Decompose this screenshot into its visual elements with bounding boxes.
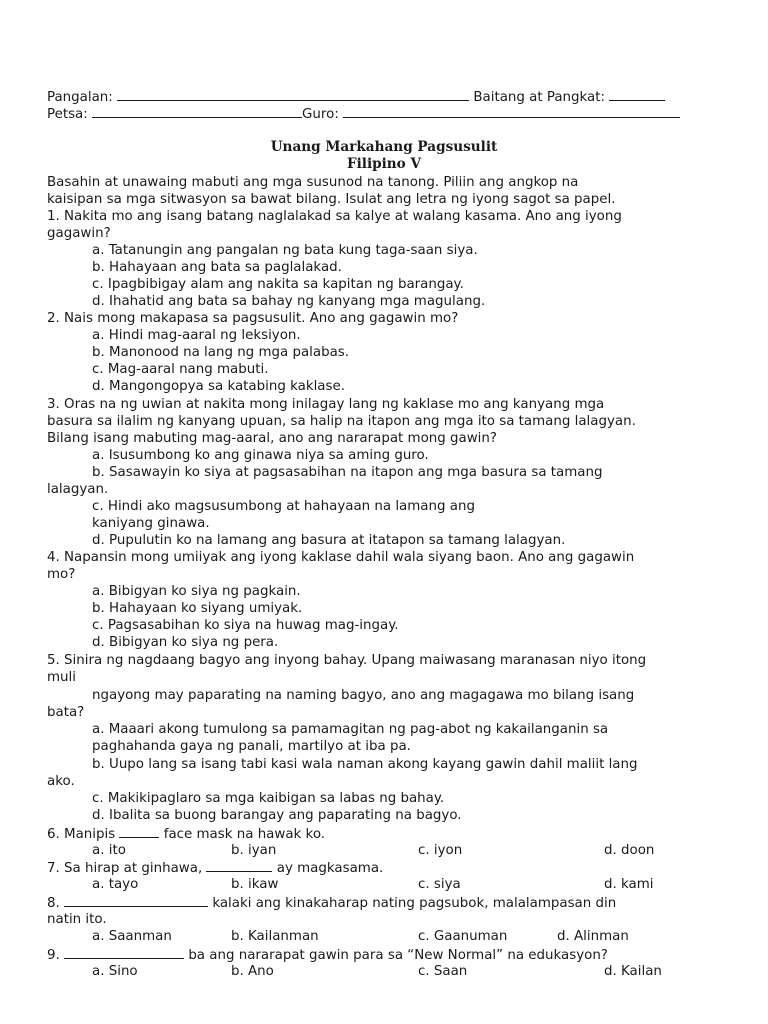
q9-choice-b: b. Ano [231, 964, 274, 979]
q8-text [47, 894, 616, 912]
q3-choice-d: d. Pupulutin ko na lamang ang basura at itatapon sa tamang lalagyan. [92, 533, 566, 548]
q1-choice-d: d. Ihahatid ang bata sa bahay ng kanyang mga magulang. [92, 294, 486, 309]
q9-blank[interactable] [64, 946, 184, 959]
q5-choice-c: c. Makikipaglaro sa mga kaibigan sa labas ng bahay. [92, 791, 445, 806]
q7-choice-d: d. kami [604, 877, 654, 892]
q8-choice-b: b. Kailanman [231, 929, 319, 944]
q8-text-post: kalaki ang kinakaharap nating pagsubok, malalampasan din [212, 896, 617, 911]
q2-choice-a: a. Hindi mag-aaral ng leksiyon. [92, 328, 301, 343]
q8-text-cont: natin ito. [47, 912, 107, 927]
q8-blank[interactable] [64, 894, 208, 907]
date-label: Petsa: [47, 107, 88, 122]
q7-text-pre: 7. Sa hirap at ginhawa, [47, 861, 203, 876]
q1-text: 1. Nakita mo ang isang batang naglalakad sa kalye at walang kasama. Ano ang iyong [47, 209, 622, 224]
q9-text-post: ba ang nararapat gawin para sa “New Normal” na edukasyon? [188, 948, 608, 963]
grade-label: Baitang at Pangkat: [473, 90, 606, 105]
name-row [47, 88, 665, 106]
q8-text-pre: 8. [47, 896, 60, 911]
q3-text-cont-1: basura sa ilalim ng kanyang upuan, sa halip na itapon ang mga ito sa tamang lalagyan. [47, 414, 636, 429]
date-row [47, 105, 680, 123]
name-label: Pangalan: [47, 90, 113, 105]
q1-text-cont: gagawin? [47, 226, 111, 241]
q1-choice-b: b. Hahayaan ang bata sa paglalakad. [92, 260, 342, 275]
q1-choice-a: a. Tatanungin ang pangalan ng bata kung taga-saan siya. [92, 243, 478, 258]
instructions-line-2: kaisipan sa mga sitwasyon sa bawat bilang. Isulat ang letra ng iyong sagot sa papel. [47, 192, 616, 207]
q5-text: 5. Sinira ng nagdaang bagyo ang inyong bahay. Upang maiwasang maranasan niyo itong [47, 653, 647, 668]
q6-choice-a: a. ito [92, 843, 126, 858]
q5-choice-a: a. Maaari akong tumulong sa pamamagitan ng pag-abot ng kakailanganin sa [92, 722, 609, 737]
q7-text-post: ay magkasama. [276, 861, 384, 876]
q9-text-pre: 9. [47, 948, 60, 963]
exam-title: Unang Markahang Pagsusulit [270, 139, 498, 155]
q3-choice-c: c. Hindi ako magsusumbong at hahayaan na lamang ang [92, 499, 475, 514]
q5-choice-d: d. Ibalita sa buong barangay ang paparating na bagyo. [92, 808, 462, 823]
q6-choice-c: c. iyon [418, 843, 463, 858]
q3-text-cont-2: Bilang isang mabuting mag-aaral, ano ang nararapat mong gawin? [47, 431, 497, 446]
q4-text-cont: mo? [47, 567, 76, 582]
exam-subtitle: Filipino V [346, 156, 422, 172]
q4-choice-a: a. Bibigyan ko siya ng pagkain. [92, 584, 301, 599]
q2-choice-b: b. Manonood na lang ng mga palabas. [92, 345, 350, 360]
q9-choice-c: c. Saan [418, 964, 468, 979]
q8-choice-a: a. Saanman [92, 929, 172, 944]
q8-choice-c: c. Gaanuman [418, 929, 508, 944]
q9-text [47, 946, 608, 964]
q6-text [47, 825, 325, 843]
q3-choice-b-cont: lalagyan. [47, 482, 109, 497]
q7-choice-c: c. siya [418, 877, 461, 892]
q6-blank[interactable] [119, 825, 159, 838]
q5-choice-a-cont: paghahanda gaya ng panali, martilyo at iba pa. [92, 739, 411, 754]
q3-choice-a: a. Isusumbong ko ang ginawa niya sa aming guro. [92, 448, 429, 463]
grade-blank[interactable] [609, 88, 665, 101]
q5-text-cont-2: ngayong may paparating na naming bagyo, ano ang magagawa mo bilang isang [92, 688, 635, 703]
q5-choice-b: b. Uupo lang sa isang tabi kasi wala naman akong kayang gawin dahil maliit lang [92, 757, 638, 772]
q9-choice-d: d. Kailan [604, 964, 662, 979]
q4-choice-d: d. Bibigyan ko siya ng pera. [92, 635, 279, 650]
q7-choice-a: a. tayo [92, 877, 139, 892]
q7-choice-b: b. ikaw [231, 877, 279, 892]
instructions-line-1: Basahin at unawaing mabuti ang mga susunod na tanong. Piliin ang angkop na [47, 175, 579, 190]
q9-choice-a: a. Sino [92, 964, 138, 979]
q7-blank[interactable] [206, 859, 272, 872]
teacher-blank[interactable] [343, 105, 680, 118]
q5-choice-b-cont: ako. [47, 774, 75, 789]
q6-text-pre: 6. Manipis [47, 827, 116, 842]
q2-text: 2. Nais mong makapasa sa pagsusulit. Ano ang gagawin mo? [47, 311, 459, 326]
q3-text: 3. Oras na ng uwian at nakita mong inilagay lang ng kaklase mo ang kanyang mga [47, 397, 605, 412]
q5-text-cont-3: bata? [47, 705, 85, 720]
q6-choice-d: d. doon [604, 843, 655, 858]
q6-choice-b: b. iyan [231, 843, 277, 858]
name-blank[interactable] [117, 88, 469, 101]
q1-choice-c: c. Ipagbibigay alam ang nakita sa kapitan ng barangay. [92, 277, 464, 292]
q2-choice-c: c. Mag-aaral nang mabuti. [92, 362, 269, 377]
teacher-label: Guro: [302, 107, 339, 122]
q6-text-post: face mask na hawak ko. [163, 827, 326, 842]
q7-text [47, 859, 383, 877]
q3-choice-b: b. Sasawayin ko siya at pagsasabihan na itapon ang mga basura sa tamang [92, 465, 603, 480]
q4-choice-b: b. Hahayaan ko siyang umiyak. [92, 601, 303, 616]
q4-text: 4. Napansin mong umiiyak ang iyong kaklase dahil wala siyang baon. Ano ang gagawin [47, 550, 635, 565]
q2-choice-d: d. Mangongopya sa katabing kaklase. [92, 379, 345, 394]
date-blank[interactable] [92, 105, 302, 118]
q4-choice-c: c. Pagsasabihan ko siya na huwag mag-ingay. [92, 618, 399, 633]
q8-choice-d: d. Alinman [557, 929, 629, 944]
q3-choice-c-cont: kaniyang ginawa. [92, 516, 210, 531]
q5-text-cont: muli [47, 670, 76, 685]
